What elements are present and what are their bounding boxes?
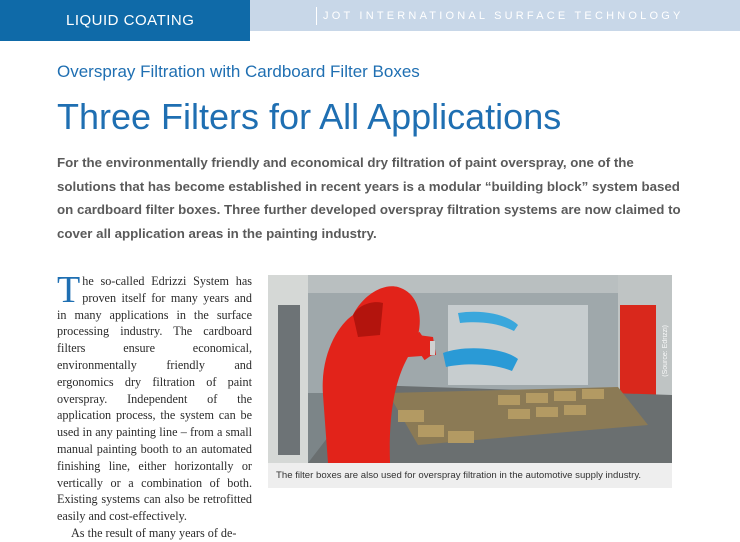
brand-banner (250, 0, 740, 31)
article-body (57, 269, 252, 542)
section-label: LIQUID COATING (66, 12, 195, 29)
section-banner (0, 0, 250, 41)
article-subtitle: Overspray Filtration with Cardboard Filter Boxes (57, 62, 420, 81)
body-paragraph-2: As the result of many years of de- (71, 525, 237, 540)
painting-booth-illustration (268, 275, 672, 463)
article-lead: For the environmentally friendly and economical dry filtration of paint overspray, one of the solutions that has become established in recent years is a modular “building block” system based on cardboard filter boxes. Three further developed overspray filtration systems are now claimed to cover all application areas in the painting industry. (57, 155, 681, 241)
body-paragraph-1: he so-called Edrizzi System has proven itself for many years and in many applications in the surface processing industry. The cardboard filters ensure economical, environmentally friendly and ergonomics dry filtration of paint overspray. Independent of the application process, the system can be used in any painting line – from a small manual painting booth to an automated finishing line, either horizontally or vertically or a combination of both. Existing systems can also be retrofitted easily and cost-effectively. (57, 274, 252, 524)
article-title: Three Filters for All Applications (57, 96, 562, 137)
drop-cap: T (57, 269, 81, 311)
article-figure (268, 275, 672, 488)
figure-photo (268, 275, 672, 463)
photo-credit: (Source: Edrizzi) (662, 325, 669, 377)
header-divider (316, 7, 317, 25)
brand-label: JOT INTERNATIONAL SURFACE TECHNOLOGY (323, 9, 684, 22)
figure-caption: The filter boxes are also used for overspray filtration in the automotive supply industry. (268, 463, 672, 488)
